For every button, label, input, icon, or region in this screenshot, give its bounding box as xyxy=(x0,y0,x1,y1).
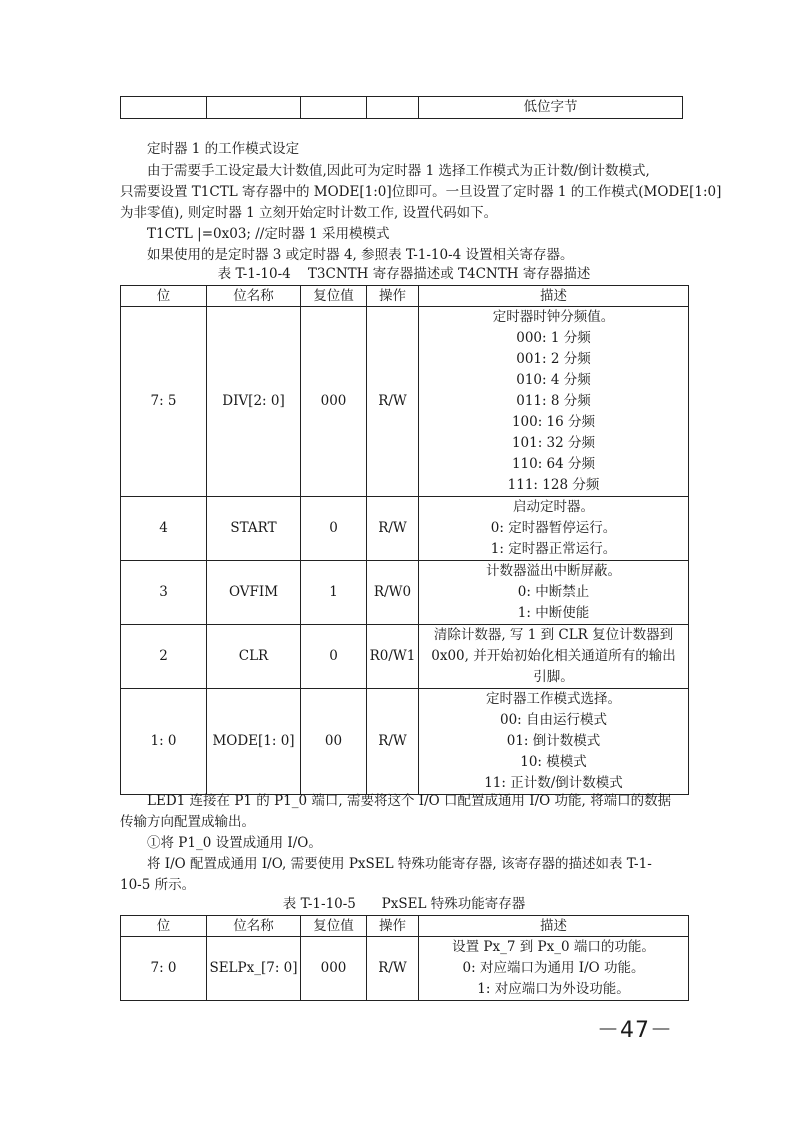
table-row xyxy=(121,307,689,497)
table-cell xyxy=(301,97,367,119)
column-header-op: 操作 xyxy=(367,916,419,937)
cell-reset: 000 xyxy=(301,307,367,497)
register-table-pxsel xyxy=(120,915,689,1001)
desc-line: 定时器工作模式选择。 xyxy=(486,691,621,707)
desc-line: 10: 模模式 xyxy=(520,754,587,770)
table-cell xyxy=(367,97,419,119)
cell-desc xyxy=(419,689,689,795)
desc-line: 01: 倒计数模式 xyxy=(506,733,601,749)
cell-desc xyxy=(419,937,689,1001)
table-row xyxy=(121,689,689,795)
desc-line: 清除计数器, 写 1 到 CLR 复位计数器到 xyxy=(433,627,674,643)
cell-name: DIV[2: 0] xyxy=(207,307,301,497)
cell-name: OVFIM xyxy=(207,561,301,625)
cell-op: R/W xyxy=(367,689,419,795)
paragraph-line: 传输方向配置成输出。 xyxy=(120,814,255,830)
table-row xyxy=(121,497,689,561)
desc-line: 启动定时器。 xyxy=(513,499,594,515)
top-table-fragment xyxy=(120,96,683,119)
cell-op: R/W0 xyxy=(367,561,419,625)
cell-bit: 2 xyxy=(121,625,207,689)
column-header-desc: 描述 xyxy=(419,916,689,937)
paragraph-line: 由于需要手工设定最大计数值,因此可为定时器 1 选择工作模式为正计数/倒计数模式, xyxy=(147,163,650,179)
cell-name: MODE[1: 0] xyxy=(207,689,301,795)
cell-name: SELPx_[7: 0] xyxy=(207,937,301,1001)
cell-op: R/W xyxy=(367,937,419,1001)
desc-line: 1: 中断使能 xyxy=(517,605,590,621)
cell-op: R/W xyxy=(367,307,419,497)
column-header-name: 位名称 xyxy=(207,286,301,307)
table-cell xyxy=(207,97,301,119)
column-header-name: 位名称 xyxy=(207,916,301,937)
paragraph-line: LED1 连接在 P1 的 P1_0 端口, 需要将这个 I/O 口配置成通用 I/O 功能, 将端口的数据 xyxy=(147,793,672,809)
table-row xyxy=(121,625,689,689)
cell-bit: 1: 0 xyxy=(121,689,207,795)
table-row xyxy=(121,561,689,625)
desc-line: 计数器溢出中断屏蔽。 xyxy=(486,563,621,579)
paragraph-line: 10-5 所示。 xyxy=(120,877,196,893)
cell-bit: 7: 5 xyxy=(121,307,207,497)
desc-line: 111: 128 分频 xyxy=(507,477,600,493)
desc-line: 100: 16 分频 xyxy=(511,414,596,430)
paragraph-line: ①将 P1_0 设置成通用 I/O。 xyxy=(147,835,322,851)
cell-reset: 00 xyxy=(301,689,367,795)
table-caption: 表 T-1-10-4 T3CNTH 寄存器描述或 T4CNTH 寄存器描述 xyxy=(217,266,591,282)
column-header-bit: 位 xyxy=(121,286,207,307)
cell-op: R0/W1 xyxy=(367,625,419,689)
desc-line: 001: 2 分频 xyxy=(516,351,591,367)
desc-line: 1: 对应端口为外设功能。 xyxy=(477,981,630,997)
column-header-reset: 复位值 xyxy=(301,916,367,937)
register-table-t3cnth xyxy=(120,285,689,795)
paragraph-line: 将 I/O 配置成通用 I/O, 需要使用 PxSEL 特殊功能寄存器, 该寄存器的描述如表 T-1- xyxy=(147,856,652,872)
table-caption: 表 T-1-10-5 PxSEL 特殊功能寄存器 xyxy=(282,896,526,912)
desc-line: 设置 Px_7 到 Px_0 端口的功能。 xyxy=(452,939,655,955)
cell-name: START xyxy=(207,497,301,561)
cell-reset: 000 xyxy=(301,937,367,1001)
table-row xyxy=(121,937,689,1001)
desc-line: 0: 中断禁止 xyxy=(517,584,590,600)
desc-line: 引脚。 xyxy=(533,669,574,685)
column-header-op: 操作 xyxy=(367,286,419,307)
desc-line: 1: 定时器正常运行。 xyxy=(490,541,617,557)
cell-reset: 1 xyxy=(301,561,367,625)
desc-line: 定时器时钟分频值。 xyxy=(492,309,615,325)
cell-reset: 0 xyxy=(301,497,367,561)
desc-line: 000: 1 分频 xyxy=(516,330,591,346)
column-header-desc: 描述 xyxy=(419,286,689,307)
cell-desc xyxy=(419,625,689,689)
desc-line: 110: 64 分频 xyxy=(511,456,596,472)
paragraph-heading: 定时器 1 的工作模式设定 xyxy=(147,141,300,157)
paragraph-line: 为非零值), 则定时器 1 立刻开始定时计数工作, 设置代码如下。 xyxy=(120,205,498,221)
cell-op: R/W xyxy=(367,497,419,561)
table-cell: 低位字节 xyxy=(419,97,683,119)
desc-line: 00: 自由运行模式 xyxy=(499,712,608,728)
desc-line: 11: 正计数/倒计数模式 xyxy=(484,775,623,791)
cell-bit: 7: 0 xyxy=(121,937,207,1001)
cell-reset: 0 xyxy=(301,625,367,689)
code-line: T1CTL |=0x03; //定时器 1 采用模模式 xyxy=(147,226,390,242)
paragraph-line: 只需要设置 T1CTL 寄存器中的 MODE[1:0]位即可。一旦设置了定时器 1 的工作模式(MODE[1:0] xyxy=(120,184,722,200)
desc-line: 0: 定时器暂停运行。 xyxy=(490,520,617,536)
column-header-bit: 位 xyxy=(121,916,207,937)
cell-desc xyxy=(419,307,689,497)
desc-line: 010: 4 分频 xyxy=(516,372,591,388)
column-header-reset: 复位值 xyxy=(301,286,367,307)
cell-desc xyxy=(419,561,689,625)
cell-bit: 3 xyxy=(121,561,207,625)
cell-desc xyxy=(419,497,689,561)
cell-name: CLR xyxy=(207,625,301,689)
table-cell xyxy=(121,97,207,119)
desc-line: 011: 8 分频 xyxy=(516,393,591,409)
desc-line: 0x00, 并开始初始化相关通道所有的输出 xyxy=(431,648,676,664)
desc-line: 101: 32 分频 xyxy=(511,435,596,451)
paragraph-line: 如果使用的是定时器 3 或定时器 4, 参照表 T-1-10-4 设置相关寄存器。 xyxy=(147,247,574,263)
desc-line: 0: 对应端口为通用 I/O 功能。 xyxy=(462,960,645,976)
page-number: －47－ xyxy=(597,1018,673,1043)
cell-bit: 4 xyxy=(121,497,207,561)
